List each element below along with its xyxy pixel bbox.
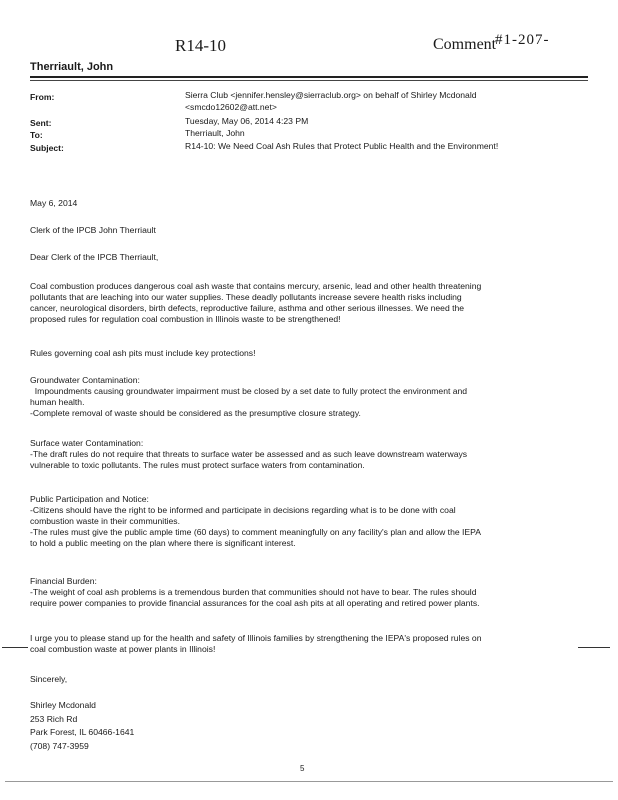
text-line: require power companies to provide financial assurances for the coal ash pits at all operating and retired power plants. bbox=[30, 598, 480, 608]
header-divider bbox=[30, 76, 588, 78]
financial-section bbox=[30, 576, 480, 609]
text-line: -The rules must give the public ample time (60 days) to comment meaningfully on any facility's plan and allow the IEPA bbox=[30, 527, 481, 537]
text-line: Coal combustion produces dangerous coal ash waste that contains mercury, arsenic, lead and other health threatening bbox=[30, 281, 482, 291]
signature-block bbox=[30, 699, 134, 753]
text-line: -Citizens should have the right to be informed and participate in decisions regarding what is to be done with coal bbox=[30, 505, 456, 515]
to-value: Therriault, John bbox=[185, 128, 245, 138]
docket-number: R14-10 bbox=[175, 36, 226, 55]
text-line: Impoundments causing groundwater impairment must be closed by a set date to fully protect the environment and bbox=[30, 386, 468, 396]
header-divider-thin bbox=[30, 80, 588, 81]
public-section bbox=[30, 494, 481, 549]
from-email: <smcdo12602@att.net> bbox=[185, 101, 277, 112]
text-line: pollutants that are leaching into our water supplies. These deadly pollutants increase severe health risks including bbox=[30, 292, 462, 302]
signer-street: 253 Rich Rd bbox=[30, 713, 78, 724]
section-heading: Public Participation and Notice: bbox=[30, 494, 149, 504]
from-value bbox=[185, 90, 477, 113]
text-line: -The weight of coal ash problems is a tremendous burden that communities should not have to bear. The rules should bbox=[30, 587, 477, 597]
margin-mark-left bbox=[2, 647, 28, 648]
signer-city: Park Forest, IL 60466-1641 bbox=[30, 727, 135, 737]
signer-phone: (708) 747-3959 bbox=[30, 740, 89, 751]
intro-paragraph bbox=[30, 281, 481, 325]
rules-intro: Rules governing coal ash pits must include key protections! bbox=[30, 348, 256, 358]
subject-value: R14-10: We Need Coal Ash Rules that Protect Public Health and the Environment! bbox=[185, 141, 499, 151]
sent-value: Tuesday, May 06, 2014 4:23 PM bbox=[185, 116, 309, 126]
text-line: proposed rules for regulation coal combustion in Illinois waste to be strengthened! bbox=[30, 314, 341, 324]
sent-label: Sent: bbox=[30, 118, 52, 128]
letter-addressee: Clerk of the IPCB John Therriault bbox=[30, 225, 156, 235]
text-line: to hold a public meeting on the plan where there is significant interest. bbox=[30, 538, 296, 548]
footer-divider bbox=[5, 781, 613, 782]
section-heading: Groundwater Contamination: bbox=[30, 375, 140, 385]
to-label: To: bbox=[30, 130, 43, 140]
comment-label: Comment bbox=[433, 36, 497, 53]
subject-label: Subject: bbox=[30, 143, 64, 153]
text-line: -The draft rules do not require that threats to surface water be assessed and as such leave downstream waterways bbox=[30, 449, 468, 459]
text-line: combustion waste in their communities. bbox=[30, 516, 180, 526]
section-heading: Surface water Contamination: bbox=[30, 438, 144, 448]
text-line: -Complete removal of waste should be considered as the presumptive closure strategy. bbox=[30, 408, 361, 418]
margin-mark-right bbox=[578, 647, 610, 648]
text-line: cancer, neurological disorders, birth defects, reproductive failure, asthma and other serious illnesses. We need the bbox=[30, 303, 465, 313]
sender-heading: Therriault, John bbox=[30, 61, 114, 73]
letter-salutation: Dear Clerk of the IPCB Therriault, bbox=[30, 252, 159, 262]
surface-section bbox=[30, 438, 467, 471]
groundwater-section bbox=[30, 375, 467, 419]
section-heading: Financial Burden: bbox=[30, 576, 97, 586]
letter-date: May 6, 2014 bbox=[30, 198, 78, 208]
from-label: From: bbox=[30, 92, 55, 102]
from-line: Sierra Club <jennifer.hensley@sierraclub.org> on behalf of Shirley Mcdonald bbox=[185, 90, 477, 100]
page-number: 5 bbox=[300, 764, 305, 773]
closing-paragraph bbox=[30, 633, 482, 655]
text-line: I urge you to please stand up for the health and safety of Illinois families by strengthening the IEPA's proposed rules on bbox=[30, 633, 482, 643]
text-line: human health. bbox=[30, 397, 85, 407]
signer-name: Shirley Mcdonald bbox=[30, 700, 96, 710]
comment-number: #1-207- bbox=[495, 32, 550, 48]
text-line: coal combustion waste at power plants in Illinois! bbox=[30, 644, 216, 654]
text-line: vulnerable to toxic pollutants. The rules must protect surface waters from contamination. bbox=[30, 460, 365, 470]
signoff: Sincerely, bbox=[30, 674, 68, 684]
